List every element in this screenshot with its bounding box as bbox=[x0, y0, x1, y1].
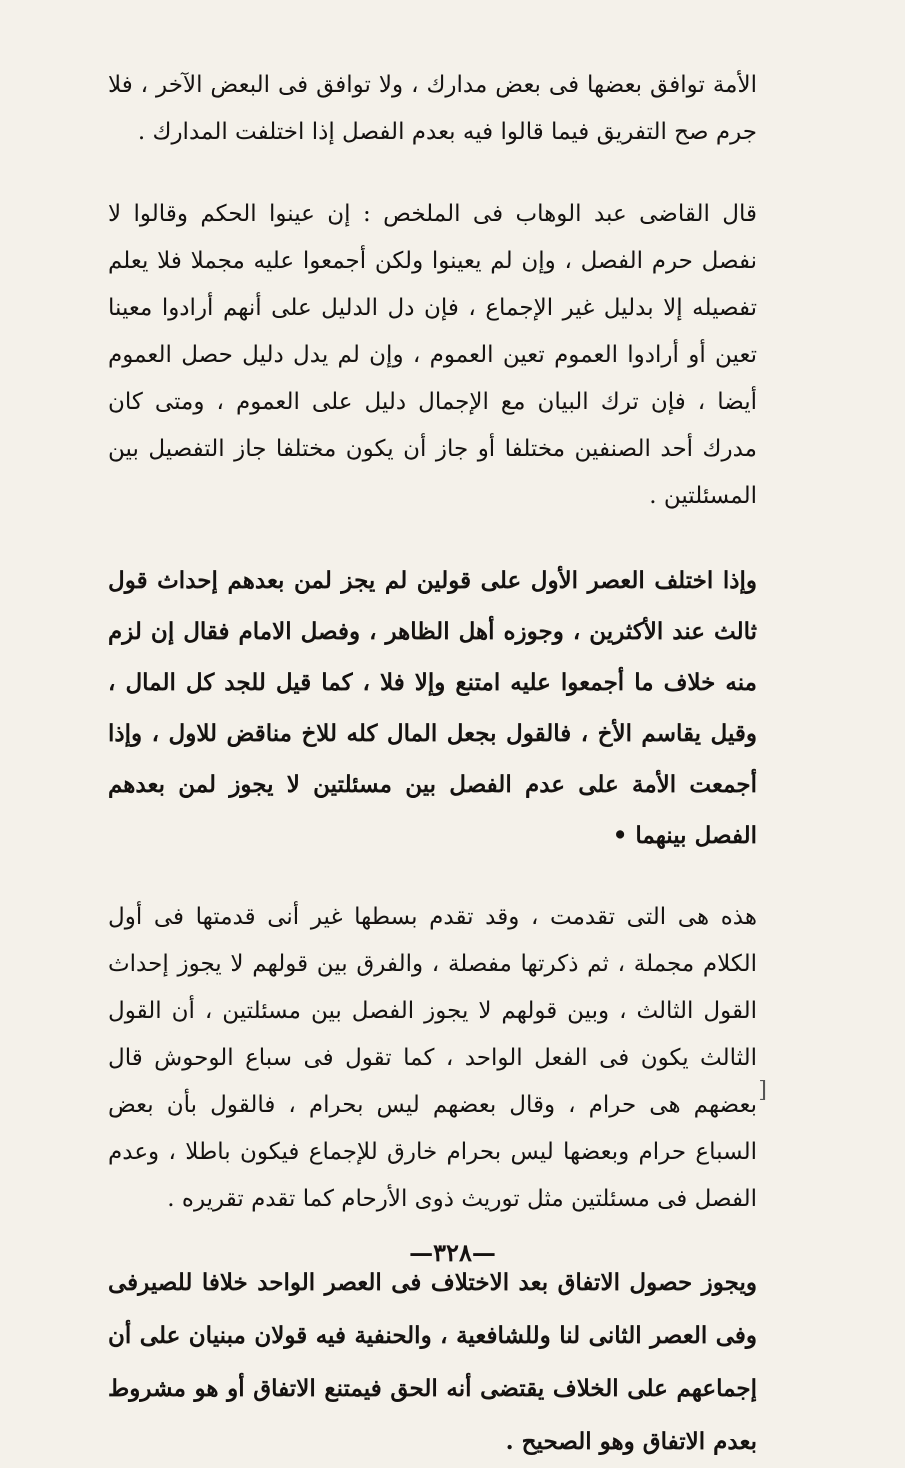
margin-bracket: [ bbox=[758, 1078, 767, 1103]
paragraph-3: وإذا اختلف العصر الأول على قولين لم يجز لمن بعدهم إحداث قول ثالث عند الأكثرين ، وجوزه أهل الظاهر ، وفصل الامام فقال إن لزم منه خلاف ما أجمعوا عليه امتنع وإلا فلا ، كما قيل للجد كل المال ، وقيل يقاسم الأخ ، فالقول بجعل المال كله للاخ مناقض للاول ، وإذا أجمعت الأمة على عدم الفصل بين مسئلتين لا يجوز لمن بعدهم الفصل بينهما • bbox=[108, 567, 757, 849]
paragraph-5: ويجوز حصول الاتفاق بعد الاختلاف فى العصر الواحد خلافا للصيرفى وفى العصر الثانى لنا وللشافعية ، والحنفية فيه قولان مبنيان على أن إجماعهم على الخلاف يقتضى أنه الحق فيمتنع الاتفاق أو هو مشروط بعدم الاتفاق وهو الصحيح . bbox=[108, 1269, 757, 1455]
paragraph-2: قال القاضى عبد الوهاب فى الملخص : إن عينوا الحكم وقالوا لا نفصل حرم الفصل ، وإن لم يعينوا ولكن أجمعوا عليه مجملا فلا يعلم تفصيله إلا بدليل غير الإجماع ، فإن دل الدليل على أنهم أرادوا معينا تعين أو أرادوا العموم تعين العموم ، وإن لم يدل دليل حصل العموم أيضا ، فإن ترك البيان مع الإجمال دليل على العموم ، ومتى كان مدرك أحد الصنفين مختلفا أو جاز أن يكون مختلفا جاز التفصيل بين المسئلتين . bbox=[108, 201, 757, 509]
page-number: —٣٢٨— bbox=[409, 1238, 496, 1267]
paragraph-4: هذه هى التى تقدمت ، وقد تقدم بسطها غير أنى قدمتها فى أول الكلام مجملة ، ثم ذكرتها مفصلة ، والفرق بين قولهم لا يجوز إحداث القول الثالث ، وبين قولهم لا يجوز الفصل بين مسئلتين ، أن القول الثالث يكون فى الفعل الواحد ، كما تقول فى سباع الوحوش قال بعضهم هى حرام ، وقال بعضهم ليس بحرام ، فالقول بأن بعض السباع حرام وبعضها ليس بحرام خارق للإجماع فيكون باطلا ، وعدم الفصل فى مسئلتين مثل توريث ذوى الأرحام كما تقدم تقريره . bbox=[108, 904, 757, 1212]
paragraph-1: الأمة توافق بعضها فى بعض مدارك ، ولا توافق فى البعض الآخر ، فلا جرم صح التفريق فيما قالوا فيه بعدم الفصل إذا اختلفت المدارك . bbox=[108, 72, 757, 145]
